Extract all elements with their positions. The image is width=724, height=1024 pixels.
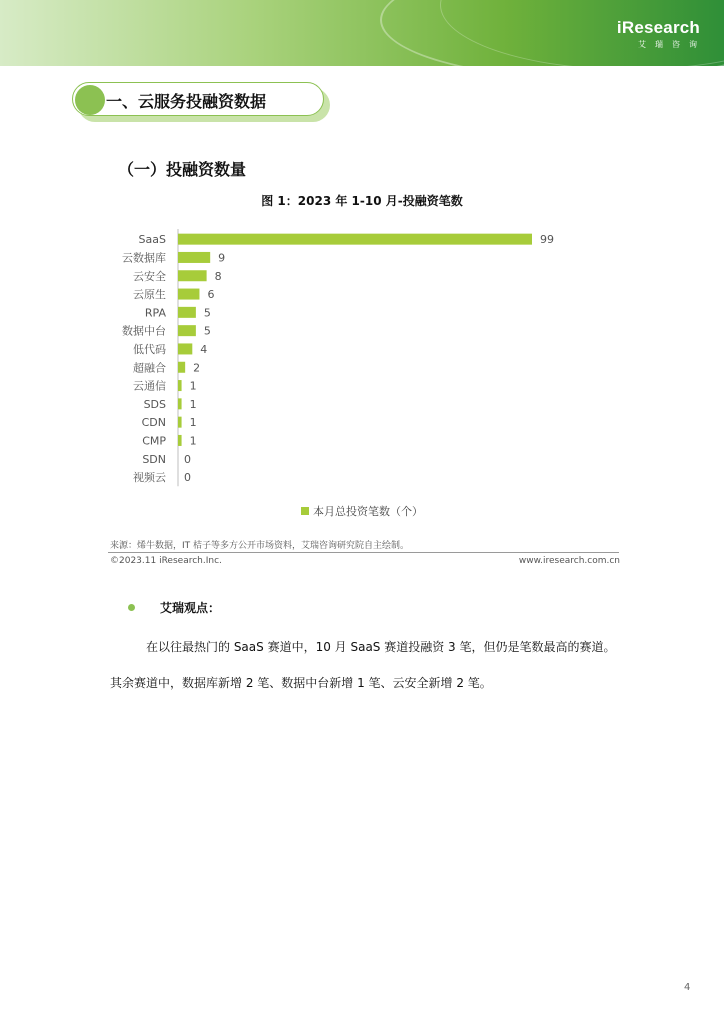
bar-chart bbox=[100, 225, 580, 490]
viewpoint-title: 艾瑞观点： bbox=[160, 601, 221, 615]
footer-divider bbox=[108, 552, 619, 553]
category-label: SaaS bbox=[138, 233, 166, 247]
section-title: 一、云服务投融资数据 bbox=[106, 92, 267, 111]
category-label: CDN bbox=[141, 416, 166, 430]
header-banner bbox=[0, 0, 724, 66]
category-label: 低代码 bbox=[133, 342, 166, 356]
pill-dot-icon bbox=[75, 85, 105, 115]
value-label: 2 bbox=[193, 361, 201, 375]
value-label: 1 bbox=[189, 379, 197, 393]
iresearch-logo bbox=[616, 18, 706, 50]
value-label: 9 bbox=[218, 251, 226, 265]
value-label: 0 bbox=[184, 452, 191, 466]
logo-main-text: iResearch bbox=[616, 18, 700, 37]
figure-title: 图 1：2023 年 1-10 月-投融资笔数 bbox=[261, 194, 463, 208]
legend-label: 本月总投资笔数（个） bbox=[313, 505, 423, 518]
subsection-title: （一）投融资数量 bbox=[118, 160, 247, 179]
value-label: 1 bbox=[189, 397, 197, 411]
value-label: 1 bbox=[189, 416, 197, 430]
value-label: 8 bbox=[214, 269, 222, 283]
bar bbox=[178, 270, 207, 281]
bar bbox=[178, 435, 182, 446]
bar bbox=[178, 343, 192, 354]
bar bbox=[178, 325, 196, 336]
category-label: SDN bbox=[142, 452, 166, 466]
logo-sub-text: 艾瑞咨询 bbox=[638, 40, 706, 49]
value-label: 6 bbox=[207, 288, 215, 302]
category-label: 云数据库 bbox=[122, 251, 166, 265]
value-label: 99 bbox=[540, 233, 554, 247]
section-title-pill bbox=[72, 82, 330, 120]
bar bbox=[178, 289, 199, 300]
category-label: 云原生 bbox=[133, 288, 166, 302]
source-note: 来源：烯牛数据，IT 桔子等多方公开市场资料，艾瑞咨询研究院自主绘制。 bbox=[110, 541, 410, 551]
bar bbox=[178, 234, 532, 245]
category-label: CMP bbox=[142, 434, 166, 448]
category-label: SDS bbox=[143, 397, 166, 411]
legend-swatch bbox=[301, 507, 309, 515]
viewpoint-paragraph-1: 在以往最热门的 SaaS 赛道中，10 月 SaaS 赛道投融资 3 笔，但仍是笔数最高的赛道。 bbox=[146, 640, 616, 654]
value-label: 1 bbox=[189, 434, 197, 448]
category-label: RPA bbox=[144, 306, 166, 320]
bar bbox=[178, 362, 185, 373]
value-label: 5 bbox=[203, 324, 211, 338]
chart-legend bbox=[301, 503, 423, 519]
bar bbox=[178, 398, 182, 409]
bar bbox=[178, 380, 182, 391]
bar bbox=[178, 252, 210, 263]
copyright: ©2023.11 iResearch.Inc. bbox=[110, 556, 222, 566]
value-label: 4 bbox=[200, 342, 208, 356]
category-label: 超融合 bbox=[133, 361, 166, 375]
category-label: 云通信 bbox=[133, 379, 166, 393]
website-url: www.iresearch.com.cn bbox=[518, 556, 620, 566]
category-label: 数据中台 bbox=[122, 324, 166, 338]
value-label: 0 bbox=[184, 471, 191, 485]
page-number: 4 bbox=[684, 982, 691, 993]
viewpoint-paragraph-2: 其余赛道中，数据库新增 2 笔、数据中台新增 1 笔、云安全新增 2 笔。 bbox=[110, 676, 492, 690]
bullet-icon bbox=[128, 604, 135, 611]
value-label: 5 bbox=[203, 306, 211, 320]
bar bbox=[178, 417, 182, 428]
bar bbox=[178, 307, 196, 318]
category-label: 云安全 bbox=[133, 269, 166, 283]
category-label: 视频云 bbox=[133, 471, 166, 485]
